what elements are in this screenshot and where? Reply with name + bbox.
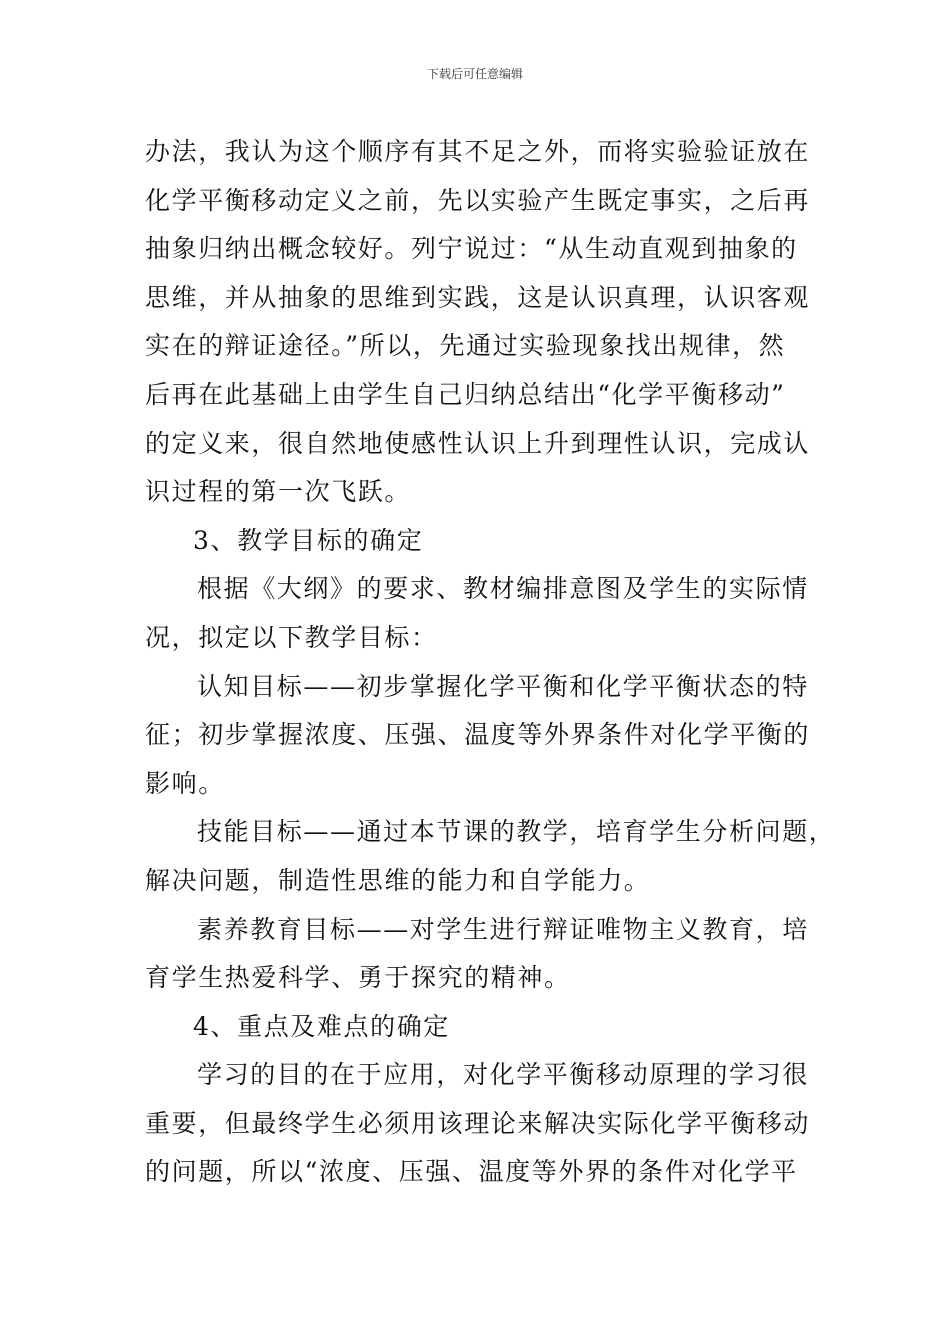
paragraph-line: 抽象归纳出概念较好。列宁说过：“从生动直观到抽象的	[145, 234, 798, 264]
paragraph-line: 的定义来，很自然地使感性认识上升到理性认识，完成认	[145, 428, 811, 458]
document-body	[145, 128, 836, 1197]
paragraph-line: 影响。	[145, 768, 225, 798]
paragraph-line: 后再在此基础上由学生自己归纳总结出“化学平衡移动”	[145, 379, 786, 409]
paragraph-line: 根据《大纲》的要求、教材编排意图及学生的实际情	[197, 574, 809, 604]
paragraph-line: 素养教育目标——对学生进行辩证唯物主义教育，培	[197, 914, 809, 944]
paragraph-line: 况，拟定以下教学目标：	[145, 622, 438, 652]
paragraph-line: 重要，但最终学生必须用该理论来解决实际化学平衡移动	[145, 1108, 811, 1138]
paragraph-line: 育学生热爱科学、勇于探究的精神。	[145, 963, 571, 993]
section-heading: 3、教学目标的确定	[193, 525, 424, 555]
paragraph-line: 的问题，所以“浓度、压强、温度等外界的条件对化学平	[145, 1157, 798, 1187]
paragraph-line: 认知目标——初步掌握化学平衡和化学平衡状态的特	[197, 671, 809, 701]
section-heading: 4、重点及难点的确定	[193, 1011, 450, 1041]
paragraph-line: 化学平衡移动定义之前，先以实验产生既定事实，之后再	[145, 185, 811, 215]
paragraph-line: 办法，我认为这个顺序有其不足之外，而将实验验证放在	[145, 137, 811, 166]
paragraph-line: 技能目标——通过本节课的教学，培育学生分析问题，	[197, 817, 836, 847]
paragraph-line: 解决问题，制造性思维的能力和自学能力。	[145, 865, 651, 895]
paragraph-line: 识过程的第一次飞跃。	[145, 477, 412, 507]
page-header: 下载后可任意编辑	[426, 67, 523, 81]
paragraph-line: 实在的辩证途径。”所以，先通过实验现象找出规律，然	[145, 331, 786, 361]
paragraph-line: 征；初步掌握浓度、压强、温度等外界条件对化学平衡的	[145, 720, 811, 750]
paragraph-line: 学习的目的在于应用，对化学平衡移动原理的学习很	[197, 1060, 809, 1090]
paragraph-line: 思维，并从抽象的思维到实践，这是认识真理，认识客观	[145, 282, 811, 312]
